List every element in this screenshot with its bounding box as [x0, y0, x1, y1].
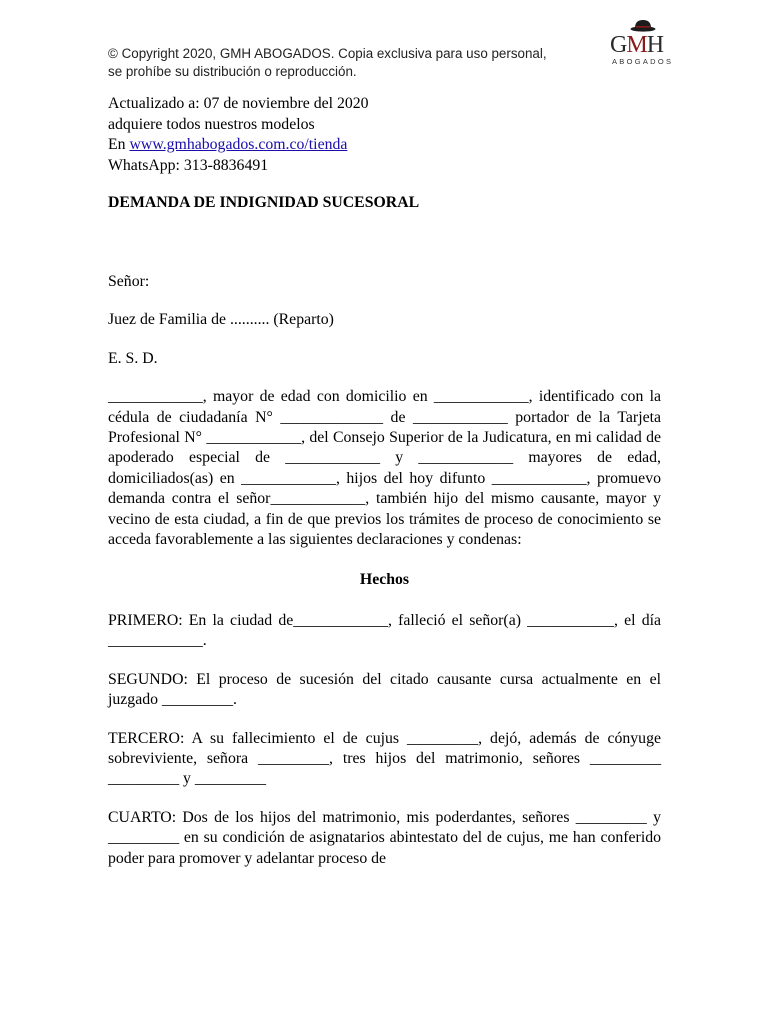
intro-paragraph: ____________, mayor de edad con domicilio en ____________, identificado con la cédula de ciudadanía N° _____________ de ____________ portador de la Tarjeta Profesional N° ____________, del Consejo Superior de la Judicatura, en mi calidad de apoderado especial de ____________ y ____________ mayores de edad, domiciliados(as) en ____________, hijos del hoy difunto ____________, promuevo demanda contra el señor____________, también hijo del mismo causante, mayor y vecino de esta ciudad, a fin de que previos los trámites de proceso de conocimiento se acceda favorablemente a las siguientes declaraciones y condenas:	[108, 388, 661, 549]
fact-paragraph: TERCERO: A su fallecimiento el de cujus _________, dejó, además de cónyuge sobreviviente, señora _________, tres hijos del matrimonio, señores _________ _________ y _________	[108, 729, 661, 788]
document-body	[108, 272, 661, 869]
hat-icon	[630, 18, 656, 32]
update-info	[108, 94, 369, 176]
copyright-notice: © Copyright 2020, GMH ABOGADOS. Copia exclusiva para uso personal, se prohíbe su distribución o reproducción.	[108, 46, 547, 79]
updated-date: Actualizado a: 07 de noviembre del 2020	[108, 95, 369, 112]
logo-subtitle: ABOGADOS	[612, 57, 674, 66]
gmh-logo	[604, 18, 690, 68]
fact-paragraph: CUARTO: Dos de los hijos del matrimonio, mis poderdantes, señores _________ y _________ en su condición de asignatarios abintestato del de cujus, me han conferido poder para promover y adelantar proceso de	[108, 808, 661, 867]
salutation: Señor:	[108, 273, 150, 290]
store-line: En www.gmhabogados.com.co/tienda	[108, 136, 348, 153]
esd-line: E. S. D.	[108, 349, 158, 367]
acquire-models-text: adquiere todos nuestros modelos	[108, 115, 315, 133]
fact-paragraph: PRIMERO: En la ciudad de____________, falleció el señor(a) ___________, el día ____________.	[108, 611, 661, 650]
store-link[interactable]: www.gmhabogados.com.co/tienda	[129, 136, 348, 153]
document-title: DEMANDA DE INDIGNIDAD SUCESORAL	[108, 194, 420, 211]
logo-wordmark: GMH	[610, 32, 664, 58]
addressee: Juez de Familia de .......... (Reparto)	[108, 311, 334, 329]
section-heading: Hechos	[359, 571, 410, 589]
fact-paragraph: SEGUNDO: El proceso de sucesión del citado causante cursa actualmente en el juzgado _________.	[108, 670, 661, 709]
whatsapp-contact: WhatsApp: 313-8836491	[108, 156, 269, 174]
